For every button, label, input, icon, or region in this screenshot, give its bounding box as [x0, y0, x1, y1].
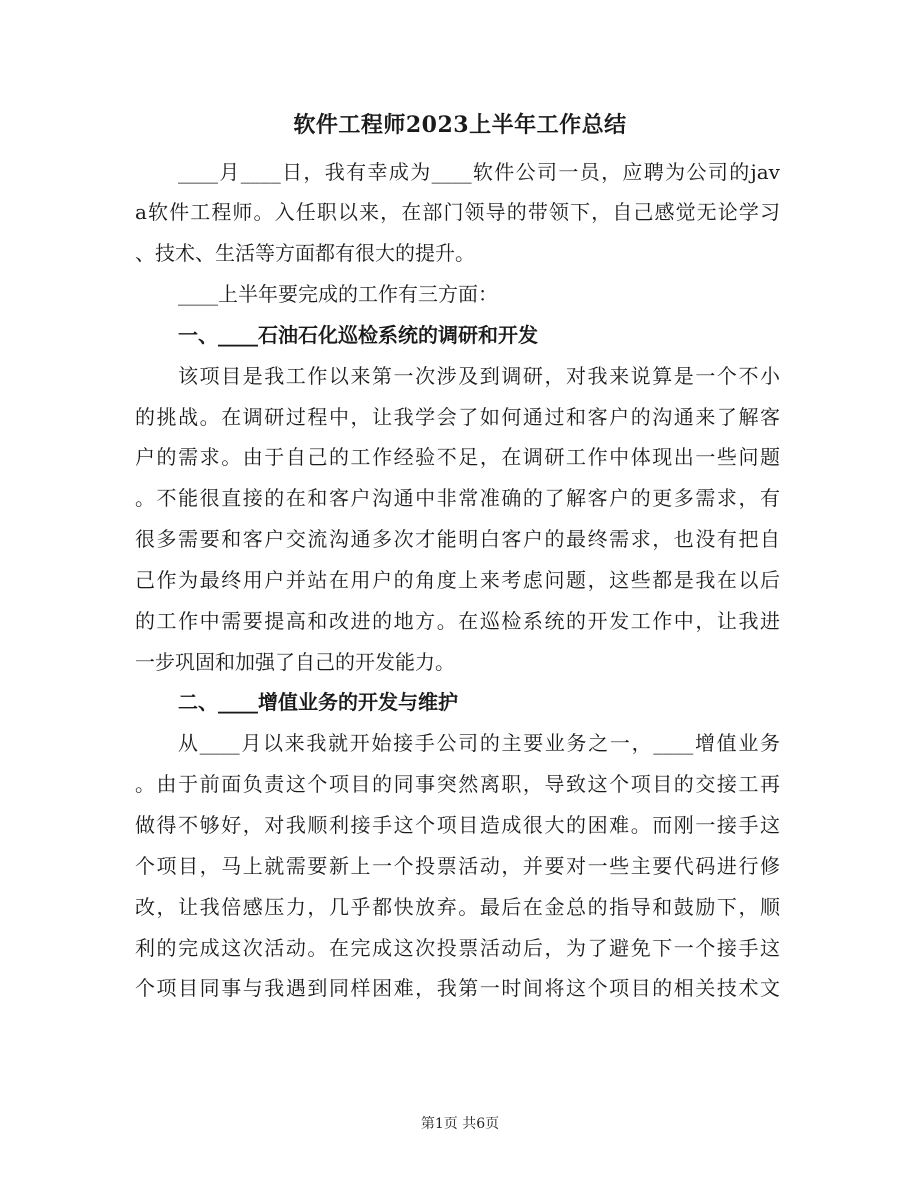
paragraph-line: 。由于前面负责这个项目的同事突然离职，导致这个项目的交接工再	[135, 772, 780, 797]
paragraph-line: 利的完成这次活动。在完成这次投票活动后，为了避免下一个接手这	[135, 935, 780, 960]
heading-line: 二、____增值业务的开发与维护	[178, 690, 458, 715]
document-body	[135, 152, 780, 1010]
section-heading-1	[135, 315, 780, 356]
paragraph-intro	[135, 152, 780, 275]
paragraph-line: 户的需求。由于自己的工作经验不足，在调研工作中体现出一些问题	[135, 445, 780, 470]
paragraph-line: 个项目同事与我遇到同样困难，我第一时间将这个项目的相关技术文	[135, 976, 780, 1001]
section-heading-2	[135, 682, 780, 723]
paragraph-line: 从____月以来我就开始接手公司的主要业务之一，____增值业务	[178, 731, 780, 756]
paragraph-line: 改，让我倍感压力，几乎都快放弃。最后在金总的指导和鼓励下，顺	[135, 894, 780, 919]
paragraph-plan	[135, 274, 780, 315]
paragraph-line: ____月____日，我有幸成为____软件公司一员，应聘为公司的jav	[178, 159, 780, 184]
document-title: 软件工程师2023上半年工作总结	[293, 112, 627, 138]
paragraph-line: 的挑战。在调研过程中，让我学会了如何通过和客户的沟通来了解客	[135, 404, 780, 429]
paragraph-line: 。不能很直接的在和客户沟通中非常准确的了解客户的更多需求，有	[135, 486, 780, 511]
paragraph-line: 的工作中需要提高和改进的地方。在巡检系统的开发工作中，让我进	[135, 608, 780, 633]
paragraph-line: 该项目是我工作以来第一次涉及到调研，对我来说算是一个不小	[178, 363, 780, 388]
paragraph-line: 个项目，马上就需要新上一个投票活动，并要对一些主要代码进行修	[135, 853, 780, 878]
heading-line: 一、____石油石化巡检系统的调研和开发	[178, 322, 538, 347]
page-number-footer: 第1页 共6页	[420, 1116, 500, 1132]
paragraph-line: 一步巩固和加强了自己的开发能力。	[135, 649, 455, 674]
paragraph-line: 、技术、生活等方面都有很大的提升。	[135, 241, 475, 266]
paragraph-section-2	[135, 723, 780, 1009]
paragraph-line: 做得不够好，对我顺利接手这个项目造成很大的困难。而刚一接手这	[135, 813, 780, 837]
paragraph-line: ____上半年要完成的工作有三方面：	[178, 282, 498, 307]
paragraph-line: 很多需要和客户交流沟通多次才能明白客户的最终需求，也没有把自	[135, 527, 780, 552]
paragraph-line: 己作为最终用户并站在用户的角度上来考虑问题，这些都是我在以后	[135, 567, 780, 592]
paragraph-section-1	[135, 356, 780, 683]
paragraph-line: a软件工程师。入任职以来，在部门领导的带领下，自己感觉无论学习	[135, 200, 780, 225]
